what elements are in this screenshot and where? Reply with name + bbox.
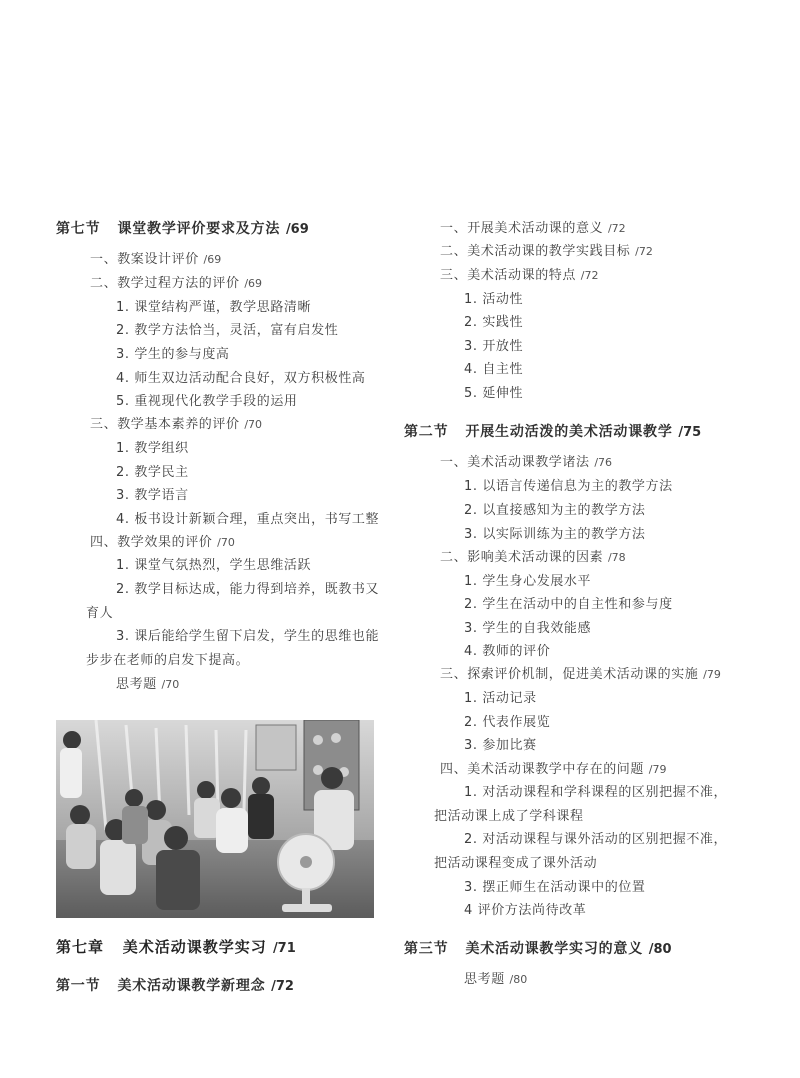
chapter-label: 第七章 — [56, 938, 105, 956]
chapter-title: 美术活动课教学实习 — [122, 938, 267, 956]
toc-chapter-7 — [56, 938, 296, 958]
toc-think — [464, 971, 527, 989]
toc-item — [440, 666, 721, 684]
item-label: 三、探索评价机制，促进美术活动课的实施 — [440, 667, 699, 682]
toc-item — [440, 220, 626, 238]
toc-subitem: 1. 课堂结构严谨，教学思路清晰 — [116, 300, 312, 315]
toc-item — [90, 416, 262, 434]
page-number: /72 — [580, 269, 599, 282]
toc-subitem-continued: 育人 — [86, 606, 114, 621]
toc-subitem: 3. 学生的自我效能感 — [464, 621, 592, 636]
page-number: /69 — [285, 222, 309, 237]
toc-subitem: 3. 学生的参与度高 — [116, 347, 230, 362]
section-title: 开展生动活泼的美术活动课教学 — [465, 424, 673, 440]
item-label: 思考题 — [464, 972, 505, 987]
page-number: /70 — [161, 678, 180, 691]
toc-item — [440, 549, 626, 567]
item-label: 四、教学效果的评价 — [90, 535, 213, 550]
toc-item — [440, 761, 666, 779]
toc-subitem: 5. 延伸性 — [464, 386, 524, 401]
toc-subitem: 3. 以实际训练为主的教学方法 — [464, 527, 646, 542]
toc-subitem: 2. 教学目标达成，能力得到培养，既教书又 — [116, 582, 380, 597]
toc-subitem: 3. 课后能给学生留下启发，学生的思维也能 — [116, 629, 380, 644]
page-number: /78 — [607, 551, 626, 564]
toc-subitem: 1. 活动性 — [464, 292, 524, 307]
page-number: /75 — [678, 425, 702, 440]
toc-subitem-continued: 把活动课程变成了课外活动 — [434, 856, 598, 871]
toc-subitem: 2. 教学民主 — [116, 465, 189, 480]
section-title: 美术活动课教学实习的意义 — [465, 941, 644, 957]
section-label: 第一节 — [56, 978, 101, 994]
classroom-photo-illustration — [56, 720, 374, 918]
page-number: /69 — [203, 253, 222, 266]
item-label: 三、美术活动课的特点 — [440, 268, 577, 283]
item-label: 一、开展美术活动课的意义 — [440, 221, 604, 236]
item-label: 二、美术活动课的教学实践目标 — [440, 244, 631, 259]
toc-subitem: 4. 自主性 — [464, 362, 524, 377]
toc-subitem: 1. 以语言传递信息为主的教学方法 — [464, 479, 673, 494]
section-title: 课堂教学评价要求及方法 — [117, 221, 281, 237]
page-number: /70 — [244, 418, 263, 431]
toc-item — [440, 454, 612, 472]
page-number: /69 — [244, 277, 263, 290]
toc-item — [90, 275, 262, 293]
item-label: 一、教案设计评价 — [90, 252, 199, 267]
page-number: /80 — [509, 973, 528, 986]
toc-subitem-continued: 把活动课上成了学科课程 — [434, 809, 584, 824]
toc-subitem: 1. 对活动课程和学科课程的区别把握不准， — [464, 785, 728, 800]
toc-subitem: 2. 以直接感知为主的教学方法 — [464, 503, 646, 518]
item-label: 一、美术活动课教学诸法 — [440, 455, 590, 470]
page-number: /79 — [703, 668, 721, 681]
toc-subitem: 1. 活动记录 — [464, 691, 537, 706]
toc-subitem: 2. 实践性 — [464, 315, 524, 330]
item-label: 思考题 — [116, 677, 157, 692]
page-number: /70 — [217, 536, 235, 549]
toc-subitem: 1. 教学组织 — [116, 441, 189, 456]
section-label: 第七节 — [56, 221, 101, 237]
toc-subitem: 3. 摆正师生在活动课中的位置 — [464, 880, 646, 895]
toc-subitem: 2. 代表作展览 — [464, 715, 551, 730]
section-label: 第三节 — [404, 941, 449, 957]
page-number: /72 — [271, 979, 294, 994]
toc-subitem: 4. 教师的评价 — [464, 644, 551, 659]
toc-subitem: 3. 教学语言 — [116, 488, 189, 503]
section-label: 第二节 — [404, 424, 449, 440]
toc-subitem: 4. 师生双边活动配合良好，双方积极性高 — [116, 371, 366, 386]
page-number: /79 — [648, 763, 667, 776]
page-number: /72 — [607, 222, 626, 235]
toc-section-3 — [404, 940, 672, 959]
toc-subitem: 4 评价方法尚待改革 — [464, 903, 587, 918]
toc-section-7 — [56, 220, 309, 239]
section-title: 美术活动课教学新理念 — [117, 978, 266, 994]
toc-subitem: 2. 对活动课程与课外活动的区别把握不准， — [464, 832, 728, 847]
toc-item — [90, 251, 221, 269]
toc-subitem: 1. 课堂气氛热烈，学生思维活跃 — [116, 558, 312, 573]
toc-item — [440, 267, 598, 285]
item-label: 二、教学过程方法的评价 — [90, 276, 240, 291]
toc-subitem: 2. 学生在活动中的自主性和参与度 — [464, 597, 673, 612]
page-number: /71 — [272, 941, 296, 956]
toc-section-2 — [404, 423, 701, 442]
toc-section-1 — [56, 977, 294, 996]
page-number: /80 — [648, 942, 672, 957]
toc-subitem: 1. 学生身心发展水平 — [464, 574, 592, 589]
toc-subitem: 4. 板书设计新颖合理，重点突出，书写工整 — [116, 512, 380, 527]
toc-think — [116, 676, 179, 694]
toc-item — [90, 534, 235, 552]
item-label: 二、影响美术活动课的因素 — [440, 550, 604, 565]
toc-subitem: 2. 教学方法恰当，灵活，富有启发性 — [116, 323, 339, 338]
toc-subitem: 3. 参加比赛 — [464, 738, 537, 753]
page-number: /76 — [594, 456, 613, 469]
toc-subitem: 3. 开放性 — [464, 339, 524, 354]
item-label: 四、美术活动课教学中存在的问题 — [440, 762, 645, 777]
toc-subitem-continued: 步步在老师的启发下提高。 — [86, 653, 250, 668]
item-label: 三、教学基本素养的评价 — [90, 417, 240, 432]
page-number: /72 — [635, 245, 653, 258]
classroom-photo — [56, 720, 374, 918]
toc-item — [440, 243, 653, 261]
toc-subitem: 5. 重视现代化教学手段的运用 — [116, 394, 298, 409]
